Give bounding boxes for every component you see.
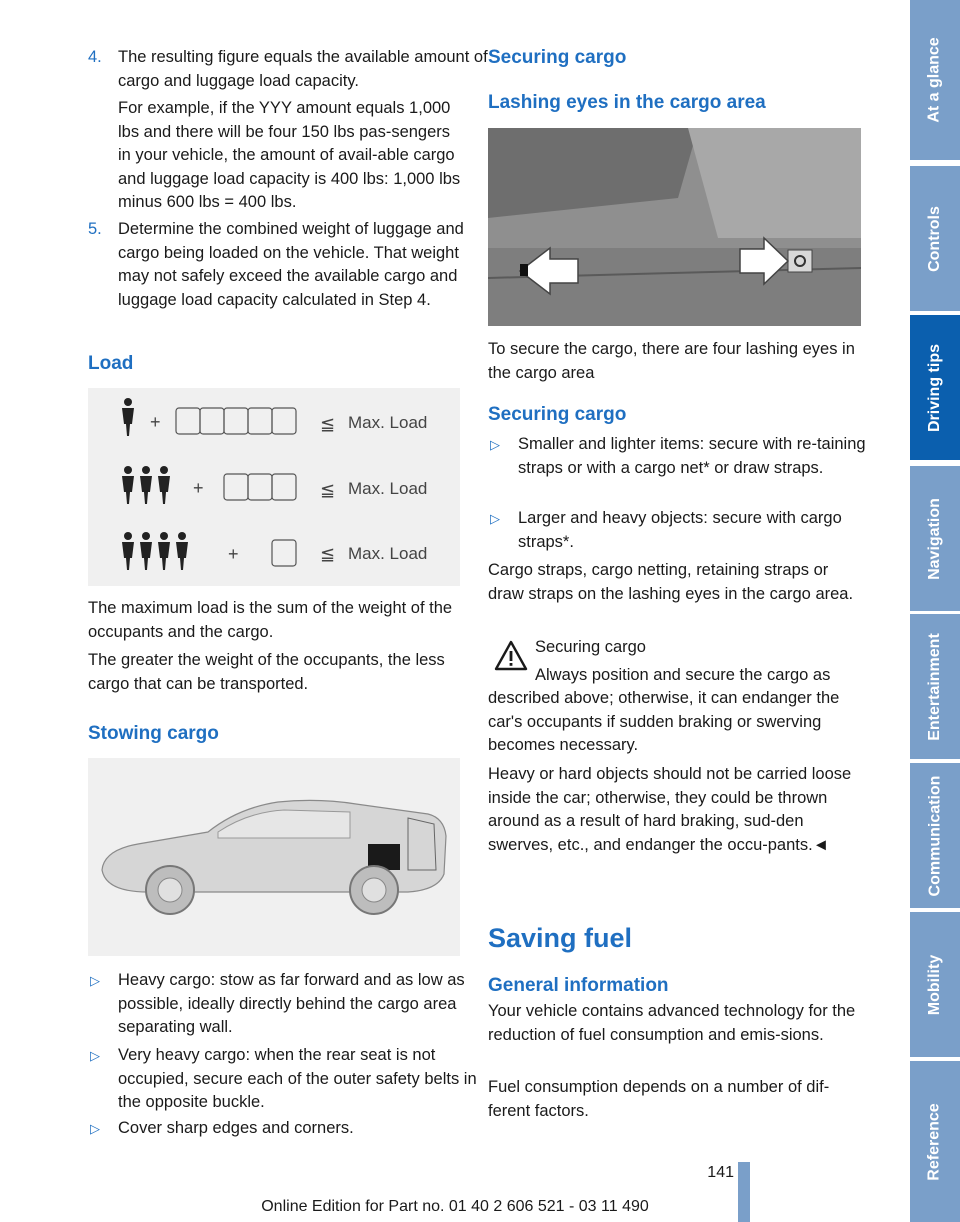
heavy-objects-text: Heavy or hard objects should not be carried loose inside the car; otherwise, they could be thrown around as a result of hard braking, sud-den swerves, etc., and endanger the occu-pants.◄ [488, 765, 852, 854]
tab-label: Mobility [926, 954, 943, 1015]
footer-edition: Online Edition for Part no. 01 40 2 606 521 - 03 11 490 [261, 1198, 649, 1215]
warning-title: Securing cargo [535, 638, 646, 656]
chapter-tabs [910, 0, 960, 1222]
le-sign: ≦ [320, 544, 336, 564]
bullet-icon: ▷ [90, 973, 100, 988]
bullet-icon: ▷ [90, 1121, 100, 1136]
max-load-label: Max. Load [348, 479, 428, 498]
load-figure [88, 388, 460, 586]
load-heading: Load [88, 353, 134, 374]
tab-navigation[interactable] [910, 466, 960, 611]
tab-mobility[interactable] [910, 912, 960, 1057]
tab-label: Driving tips [926, 343, 944, 432]
le-sign: ≦ [320, 414, 336, 434]
tab-communication[interactable] [910, 763, 960, 908]
plus-sign: + [228, 544, 239, 564]
step-text: Determine the combined weight of luggage and cargo being loaded on the vehicle. That weight may not safely exceed the available cargo and luggage load capacity calculated in Step 4. [118, 220, 464, 309]
bullet-item [88, 969, 492, 1040]
step-4-example: For example, if the YYY amount equals 1,000 lbs and there will be four 150 lbs pas-sengers in your vehicle, the amount of avail-able cargo and luggage load capacity is 400 lbs: 1,000 lbs minus 600 lbs = 400 lbs. [118, 99, 461, 211]
tab-entertainment[interactable] [910, 614, 960, 759]
cargo-area-figure [488, 128, 861, 326]
general-paragraph-1: Your vehicle contains advanced technology for the reduction of fuel consumption and emis-sions. [488, 1002, 856, 1044]
page-number: 141 [707, 1164, 734, 1181]
tab-label: Navigation [926, 497, 944, 580]
saving-fuel-heading: Saving fuel [488, 923, 633, 953]
bullet-item [488, 433, 892, 480]
max-load-label: Max. Load [348, 544, 428, 563]
bullet-icon: ▷ [90, 1048, 100, 1063]
tab-controls[interactable] [910, 166, 960, 311]
warning-icon [494, 640, 528, 672]
tab-label: Controls [926, 205, 943, 272]
lashing-heading: Lashing eyes in the cargo area [488, 92, 766, 113]
tab-label: Entertainment [926, 632, 944, 741]
straps-text: Cargo straps, cargo netting, retaining straps or draw straps on the lashing eyes in the cargo area. [488, 561, 854, 603]
tab-label: Reference [926, 1102, 943, 1181]
general-paragraph-2: Fuel consumption depends on a number of dif-ferent factors. [488, 1078, 830, 1120]
load-paragraph-1: The maximum load is the sum of the weight of the occupants and the cargo. [88, 599, 453, 641]
bullet-icon: ▷ [490, 511, 500, 526]
le-sign: ≦ [320, 480, 336, 500]
securing-heading: Securing cargo [488, 47, 627, 68]
bullet-text: Cover sharp edges and corners. [118, 1119, 354, 1137]
tab-label: Communication [926, 775, 944, 896]
tab-label: At a glance [926, 37, 944, 123]
step-number: 5. [88, 220, 102, 238]
bullet-item [88, 1044, 492, 1115]
max-load-label: Max. Load [348, 413, 428, 432]
bullet-text: Larger and heavy objects: secure with cargo straps*. [518, 509, 842, 551]
plus-sign: + [150, 412, 161, 432]
bullet-text: Heavy cargo: stow as far forward and as low as possible, ideally directly behind the cargo area separating wall. [118, 971, 465, 1036]
stowing-heading: Stowing cargo [88, 723, 219, 744]
warning-text-rest: described above; otherwise, it can endanger the car's occupants if sudden braking or swerving becomes necessary. [488, 689, 840, 754]
securing-subheading: Securing cargo [488, 404, 627, 425]
step-5 [88, 218, 492, 312]
step-text: The resulting figure equals the available amount of cargo and luggage load capacity. [118, 48, 488, 90]
step-number: 4. [88, 48, 102, 66]
car-figure [88, 758, 460, 956]
bullet-item [488, 507, 892, 554]
general-info-heading: General information [488, 975, 669, 996]
load-paragraph-2: The greater the weight of the occupants, the less cargo that can be transported. [88, 651, 445, 693]
bullet-icon: ▷ [490, 437, 500, 452]
tab-at-a-glance[interactable] [910, 0, 960, 160]
tab-reference[interactable] [910, 1061, 960, 1222]
person-icon [122, 466, 170, 504]
lashing-text: To secure the cargo, there are four lashing eyes in the cargo area [488, 340, 855, 382]
step-4 [88, 46, 492, 93]
bullet-item [88, 1117, 492, 1141]
warning-text-first: Always position and secure the cargo as [535, 666, 831, 684]
tab-driving-tips[interactable] [910, 315, 960, 460]
plus-sign: + [193, 478, 204, 498]
bullet-text: Smaller and lighter items: secure with re-taining straps or with a cargo net* or draw straps. [518, 435, 866, 477]
bullet-text: Very heavy cargo: when the rear seat is not occupied, secure each of the outer safety belts in the opposite buckle. [118, 1046, 477, 1111]
